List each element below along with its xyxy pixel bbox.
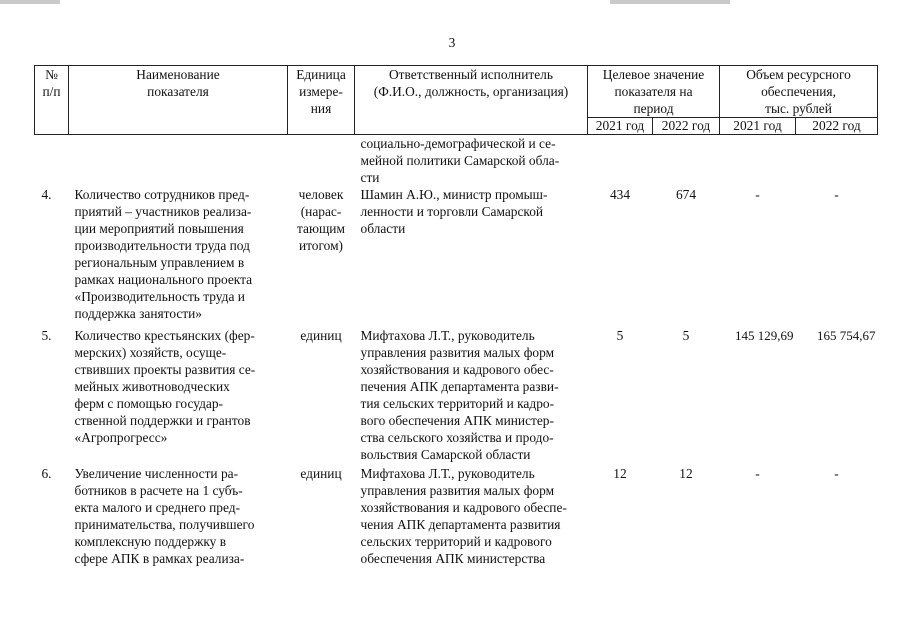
header-indicator: Наименование показателя (69, 66, 288, 135)
resources-2021-cell: - (755, 466, 760, 481)
table-row-continuation (35, 135, 878, 187)
header-resources-2021: 2021 год (720, 118, 796, 135)
responsible-cell: Мифтахова Л.Т., руководитель управления развития малых форм хозяйствования и кадрового обес- печения АПК департамента разви- тия сельских территорий и кадро- вого обеспечения АПК министер- ства сельского хозяйства и продо- вольствия Самарской области (360, 328, 559, 462)
target-2021-cell: 12 (613, 466, 627, 481)
responsible-cell: Мифтахова Л.Т., руководитель управления развития малых форм хозяйствования и кадрового обеспе- чения АПК департамента развития сельских территорий и кадрового обеспечения АПК министерства (360, 466, 567, 566)
header-unit: Единица измере- ния (288, 66, 355, 135)
row-number: 6. (41, 466, 52, 481)
target-2022-cell: 674 (675, 187, 697, 202)
responsible-cell: социально-демографической и се- мейной политики Самарской обла- сти (360, 136, 560, 185)
header-target-2022: 2022 год (653, 118, 720, 135)
header-resources-2022: 2022 год (796, 118, 878, 135)
target-2021-cell: 434 (609, 187, 631, 202)
header-target-2021: 2021 год (588, 118, 653, 135)
indicator-cell: Количество крестьянских (фер- мерских) хозяйств, осуще- ствивших проекты развития се- мейных животноводческих ферм с помощью государ- ственной поддержки и грантов «Агропрогресс» (74, 328, 256, 445)
target-2022-cell: 12 (679, 466, 693, 481)
indicator-cell: Количество сотрудников пред- приятий – участников реализа- ции мероприятий повышения производительности труда под региональным управлением в рамках национального проекта «Производительность труда и поддержка занятости» (74, 187, 253, 321)
header-target-value: Целевое значение показателя на период (588, 66, 720, 118)
header-number: № п/п (35, 66, 69, 135)
row-number: 4. (41, 187, 52, 202)
unit-cell: человек (нарас- тающим итогом) (297, 187, 345, 253)
header-resources: Объем ресурсного обеспечения, тыс. рублей (720, 66, 878, 118)
unit-cell: единиц (300, 328, 342, 343)
resources-2022-cell: - (834, 466, 839, 481)
scan-edge-mark (610, 0, 730, 4)
table-row (35, 327, 878, 465)
table-row (35, 465, 878, 575)
table-header (35, 66, 878, 135)
page-number: 3 (448, 35, 456, 50)
target-2021-cell: 5 (616, 328, 624, 343)
indicators-table (34, 65, 878, 575)
scan-edge-mark (0, 0, 60, 4)
table-row (35, 186, 878, 327)
target-2022-cell: 5 (682, 328, 690, 343)
resources-2022-cell: 165 754,67 (817, 328, 876, 343)
unit-cell: единиц (300, 466, 342, 481)
header-responsible: Ответственный исполнитель (Ф.И.О., должность, организация) (355, 66, 588, 135)
resources-2022-cell: - (834, 187, 839, 202)
indicator-cell: Увеличение численности ра- ботников в расчете на 1 субъ- екта малого и среднего пред- принимательства, получившего комплексную поддержку в сфере АПК в рамках реализа- (74, 466, 255, 566)
resources-2021-cell: 145 129,69 (735, 328, 794, 343)
resources-2021-cell: - (755, 187, 760, 202)
responsible-cell: Шамин А.Ю., министр промыш- ленности и торговли Самарской области (360, 187, 548, 236)
row-number: 5. (41, 328, 52, 343)
